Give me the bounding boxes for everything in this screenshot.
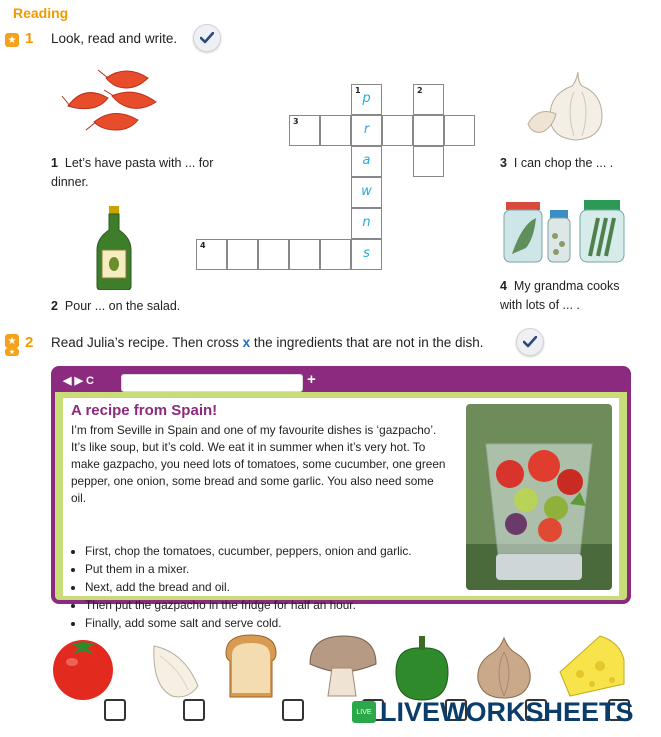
crossword-cell[interactable] (351, 177, 382, 208)
exercise-2-instruction (51, 335, 484, 350)
logo-badge-text: LIVE (356, 708, 372, 716)
address-bar[interactable] (121, 374, 303, 392)
recipe-step: • Finally, add some salt and serve cold. (85, 614, 473, 632)
clue-1-number: 1 (51, 156, 58, 170)
recipe-panel (63, 398, 619, 630)
crossword-cell[interactable] (289, 115, 320, 146)
instruction-text: Read Julia’s recipe. Then cross (51, 335, 239, 350)
cheese-picture (556, 632, 626, 700)
crossword-number: 4 (200, 241, 206, 250)
recipe-body: I’m from Seville in Spain and one of my favourite dishes is ‘gazpacho’. It’s like soup, but it’s cold. We eat it in summer when it’s very hot. To make gazpacho, you need lots of tomatoes, some cucumber, one green pepper, one onion, some bread and some garlic. You also need some oil. (71, 423, 446, 505)
clue-2-number: 2 (51, 299, 58, 313)
prawns-picture (60, 66, 170, 144)
onion-picture (474, 634, 534, 702)
crossword-cell[interactable] (258, 239, 289, 270)
garlic-clove-picture (146, 636, 202, 702)
star-icon: ★ (5, 348, 19, 356)
browser-toolbar (55, 370, 627, 392)
ingredient-checkbox-garlic[interactable] (183, 699, 205, 721)
crossword-cell[interactable] (289, 239, 320, 270)
crossword-number: 1 (355, 86, 361, 95)
exercise-1-instruction: Look, read and write. (51, 31, 178, 46)
crossword-cell[interactable] (320, 115, 351, 146)
garlic-picture (522, 70, 612, 142)
crossword-cell[interactable] (444, 115, 475, 146)
herbs-jars-picture (500, 196, 630, 266)
checkmark-icon (200, 32, 214, 44)
exercise-2-number: 2 (25, 334, 34, 351)
exercise-1-number: 1 (25, 30, 34, 47)
clue-1 (51, 154, 216, 192)
clue-2-text: Pour ... on the salad. (64, 299, 181, 313)
clue-4-number: 4 (500, 279, 507, 293)
oil-bottle-picture (96, 206, 132, 290)
recipe-step: • First, chop the tomatoes, cucumber, peppers, onion and garlic. (85, 542, 473, 560)
crossword-cell[interactable] (351, 239, 382, 270)
gazpacho-photo (466, 404, 612, 590)
clue-3-number: 3 (500, 156, 507, 170)
clue-2 (51, 297, 211, 316)
crossword-cell[interactable] (227, 239, 258, 270)
tomato-picture (50, 630, 116, 700)
crossword-cell[interactable] (413, 146, 444, 177)
crossword-number: 3 (293, 117, 299, 126)
section-title: Reading (13, 5, 69, 21)
bread-picture (222, 633, 280, 701)
recipe-step: • Put them in a mixer. (85, 560, 473, 578)
crossword-cell[interactable] (413, 115, 444, 146)
crossword-cell[interactable] (351, 208, 382, 239)
crossword-letter: a (362, 153, 371, 168)
clue-1-text: Let’s have pasta with ... for dinner. (51, 156, 214, 189)
crossword-cell[interactable] (196, 239, 227, 270)
crossword-number: 2 (417, 86, 423, 95)
clue-3 (500, 154, 640, 173)
crossword-letter: p (362, 91, 371, 106)
liveworksheets-watermark: LIVEWORKSHEETS (380, 697, 634, 727)
recipe-title: A recipe from Spain! (71, 402, 218, 419)
green-pepper-picture (392, 634, 452, 702)
crossword-letter: n (362, 215, 371, 230)
clue-3-text: I can chop the ... . (513, 156, 614, 170)
star-icon: ★ (5, 334, 19, 348)
clue-4 (500, 277, 640, 315)
recipe-steps (71, 542, 473, 632)
crossword-cell[interactable] (320, 239, 351, 270)
cross-mark-icon: x (242, 335, 251, 350)
crossword-cell[interactable] (351, 84, 382, 115)
browser-nav-buttons[interactable]: ◀ ▶ C (63, 375, 94, 387)
crossword-cell[interactable] (413, 84, 444, 115)
crossword-letter: w (361, 184, 372, 199)
instruction-text: the ingredients that are not in the dish. (253, 335, 484, 350)
checkmark-icon (523, 336, 537, 348)
ingredient-checkbox-bread[interactable] (282, 699, 304, 721)
new-tab-button[interactable]: + (307, 371, 316, 388)
check-answers-button[interactable] (193, 24, 221, 52)
mushroom-picture (306, 634, 378, 700)
recipe-step: • Next, add the bread and oil. (85, 578, 473, 596)
crossword-letter: r (363, 122, 370, 137)
ingredient-checkbox-tomato[interactable] (104, 699, 126, 721)
crossword-cell[interactable] (351, 146, 382, 177)
liveworksheets-logo-icon (352, 701, 376, 723)
star-icon: ★ (5, 33, 19, 47)
crossword-cell[interactable] (351, 115, 382, 146)
crossword-cell[interactable] (382, 115, 413, 146)
recipe-step: • Then put the gazpacho in the fridge for half an hour. (85, 596, 473, 614)
crossword-letter: s (363, 246, 370, 261)
check-answers-button[interactable] (516, 328, 544, 356)
browser-window (51, 366, 631, 630)
clue-4-text: My grandma cooks with lots of ... . (500, 279, 620, 312)
